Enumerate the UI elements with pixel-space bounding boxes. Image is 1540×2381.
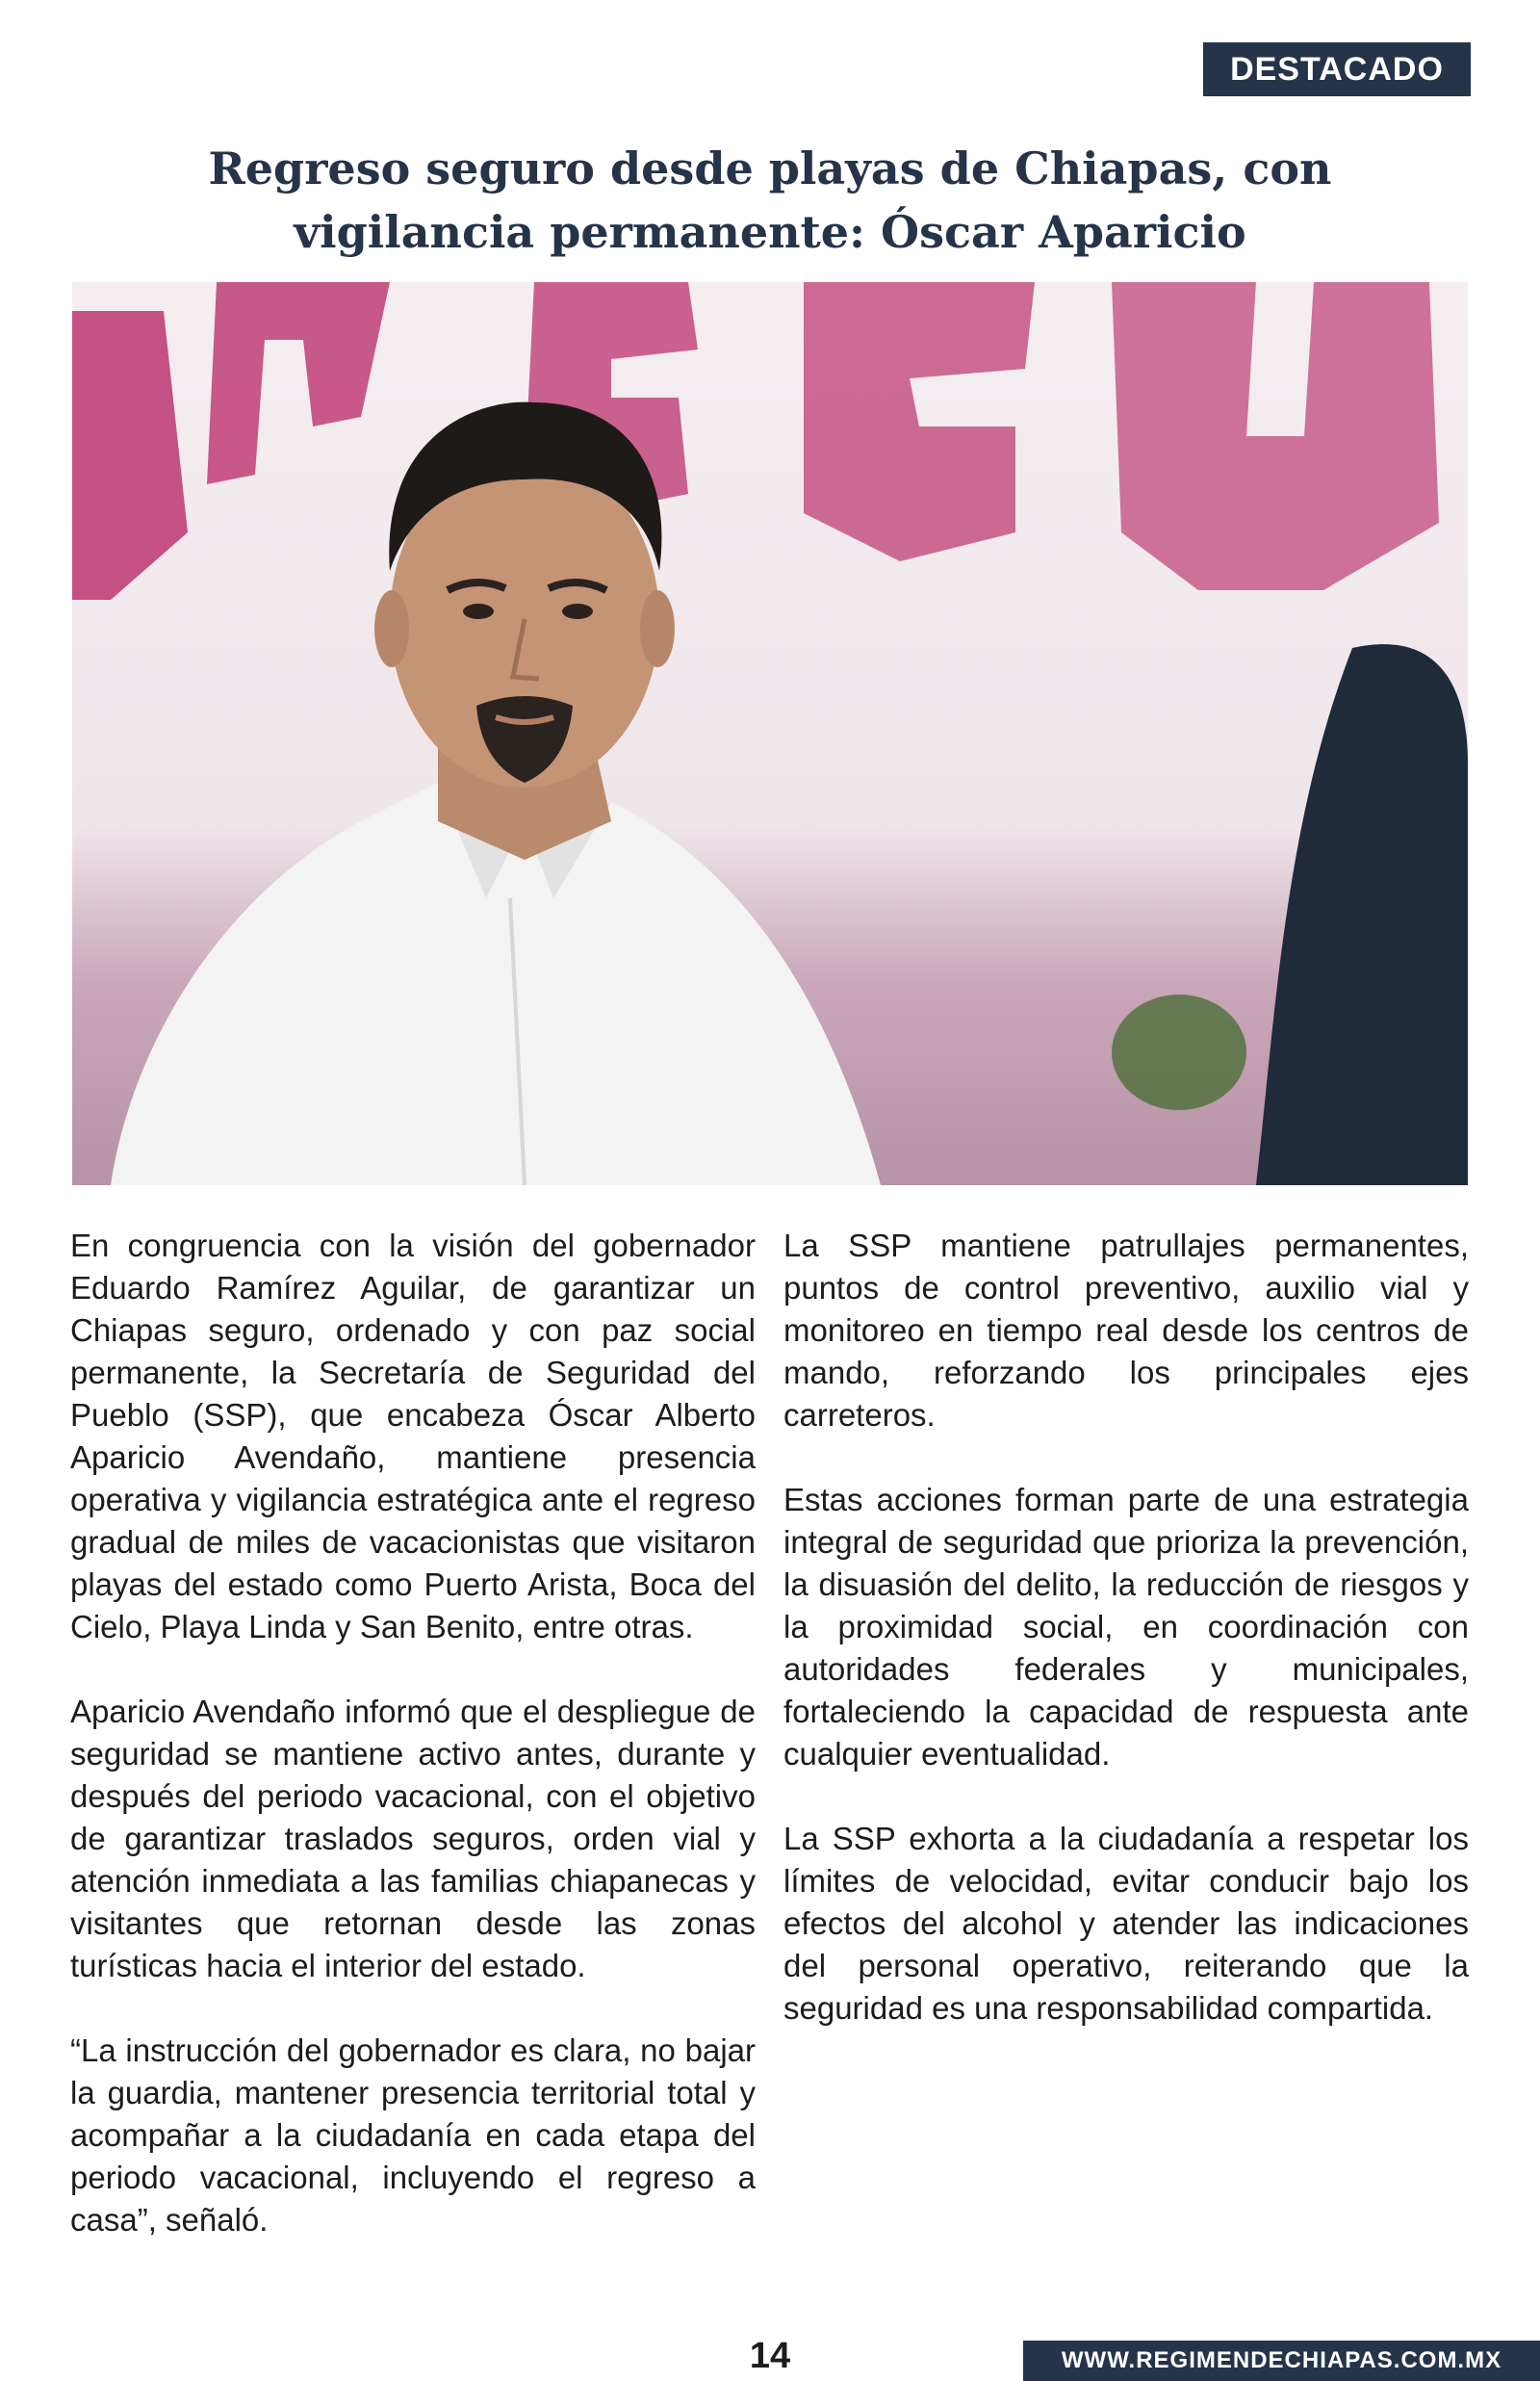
article-column-right (783, 1225, 1469, 2072)
article-paragraph: Estas acciones forman parte de una estrategia integral de seguridad que prioriza la prevención, la disuasión del delito, la reducción de riesgos y la proximidad social, en coordinación con autoridades federales y municipales, fortaleciendo la capacidad de respuesta ante cualquier eventualidad. (783, 1482, 1469, 1772)
article-paragraph: La SSP mantiene patrullajes permanentes, puntos de control preventivo, auxilio vial y monitoreo en tiempo real desde los centros de mando, reforzando los principales ejes carreteros. (783, 1228, 1469, 1433)
portrait-photo-icon (72, 282, 1468, 1185)
article-photo (72, 282, 1468, 1185)
article-column-left (70, 1225, 756, 2284)
website-url[interactable]: WWW.REGIMENDECHIAPAS.COM.MX (1023, 2341, 1540, 2381)
section-tag: DESTACADO (1203, 42, 1471, 96)
article-quote-paragraph: “La instrucción del gobernador es clara, no bajar la guardia, mantener presencia territorial total y acompañar a la ciudadanía en cada etapa del periodo vacacional, incluyendo el regreso a casa”, señaló. (70, 2032, 756, 2238)
article-headline: Regreso seguro desde playas de Chiapas, con vigilancia permanente: Óscar Aparicio (208, 142, 1332, 258)
article-paragraph: Aparicio Avendaño informó que el despliegue de seguridad se mantiene activo antes, durante y después del periodo vacacional, con el objetivo de garantizar traslados seguros, orden vial y atención inmediata a las familias chiapanecas y visitantes que retornan desde las zonas turísticas hacia el interior del estado. (70, 1694, 756, 1983)
page-number: 14 (749, 2336, 791, 2376)
article-paragraph: En congruencia con la visión del gobernador Eduardo Ramírez Aguilar, de garantizar un Chiapas seguro, ordenado y con paz social permanente, la Secretaría de Seguridad del Pueblo (SSP), que encabeza Óscar Alberto Aparicio Avendaño, mantiene presencia operativa y vigilancia estratégica ante el regreso gradual de miles de vacacionistas que visitaron playas del estado como Puerto Arista, Boca del Cielo, Playa Linda y San Benito, entre otras. (70, 1228, 756, 1644)
article-paragraph: La SSP exhorta a la ciudadanía a respetar los límites de velocidad, evitar conducir bajo los efectos del alcohol y atender las indicaciones del personal operativo, reiterando que la seguridad es una responsabilidad compartida. (783, 1821, 1469, 2026)
